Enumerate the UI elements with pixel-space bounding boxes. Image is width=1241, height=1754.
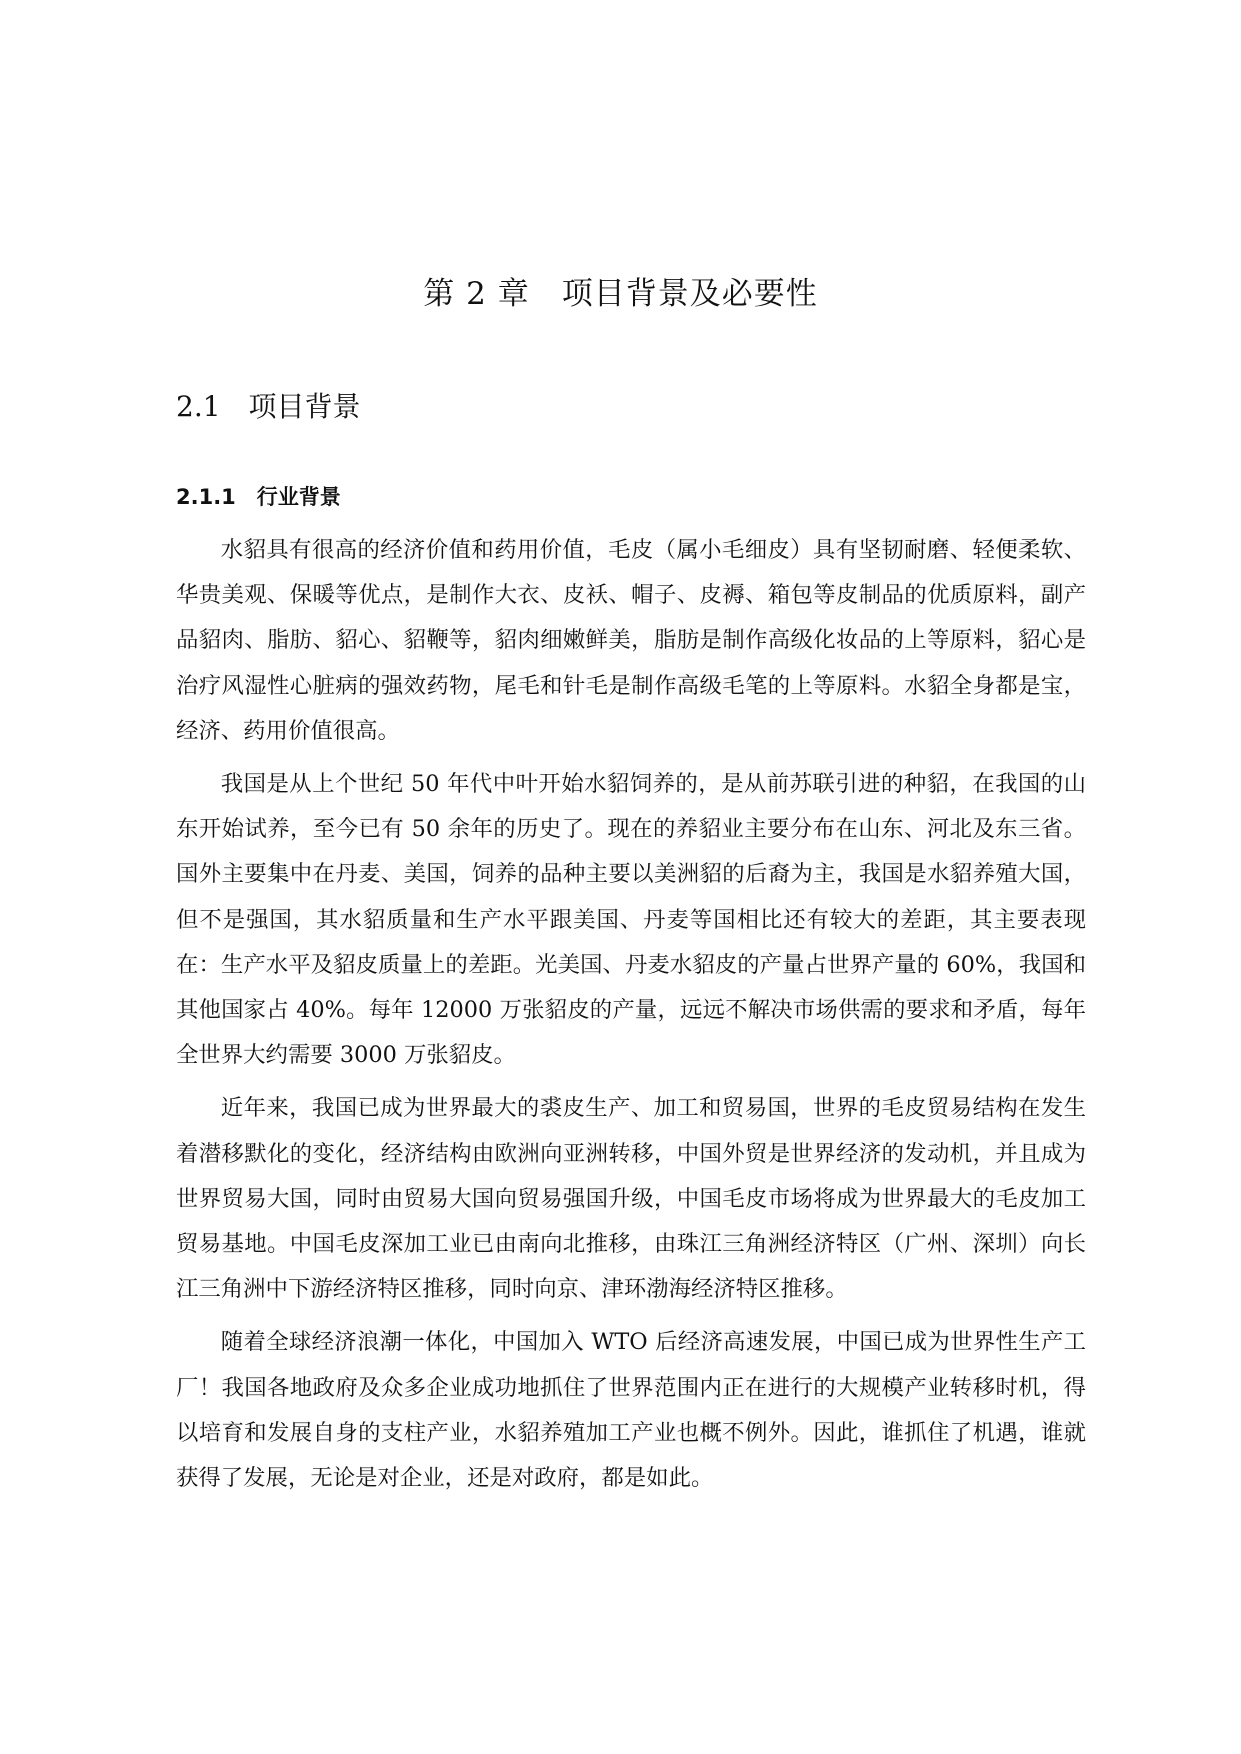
paragraph: 近年来，我国已成为世界最大的裘皮生产、加工和贸易国，世界的毛皮贸易结构在发生着潜移默化的变化，经济结构由欧洲向亚洲转移，中国外贸是世界经济的发动机，并且成为世界贸易大国，同时由贸易大国向贸易强国升级，中国毛皮市场将成为世界最大的毛皮加工贸易基地。中国毛皮深加工业已由南向北推移，由珠江三角洲经济特区（广州、深圳）向长江三角洲中下游经济特区推移，同时向京、津环渤海经济特区推移。 (176, 1095, 1086, 1303)
section-heading: 2.1 项目背景 (176, 390, 361, 423)
subsection-heading: 2.1.1 行业背景 (176, 485, 341, 509)
chapter-title: 第 2 章 项目背景及必要性 (423, 276, 818, 312)
paragraph: 随着全球经济浪潮一体化，中国加入 WTO 后经济高速发展，中国已成为世界性生产工厂！我国各地政府及众多企业成功地抓住了世界范围内正在进行的大规模产业转移时机，得以培育和发展自身的支柱产业，水貂养殖加工产业也概不例外。因此，谁抓住了机遇，谁就获得了发展，无论是对企业，还是对政府，都是如此。 (176, 1329, 1086, 1492)
paragraph: 水貂具有很高的经济价值和药用价值，毛皮（属小毛细皮）具有坚韧耐磨、轻便柔软、华贵美观、保暖等优点，是制作大衣、皮袄、帽子、皮褥、箱包等皮制品的优质原料，副产品貂肉、脂肪、貂心、貂鞭等，貂肉细嫩鲜美，脂肪是制作高级化妆品的上等原料，貂心是治疗风湿性心脏病的强效药物，尾毛和针毛是制作高级毛笔的上等原料。水貂全身都是宝，经济、药用价值很高。 (176, 537, 1086, 744)
body-text (176, 528, 1086, 1509)
paragraph: 我国是从上个世纪 50 年代中叶开始水貂饲养的，是从前苏联引进的种貂，在我国的山东开始试养，至今已有 50 余年的历史了。现在的养貂业主要分布在山东、河北及东三省。国外主要集中在丹麦、美国，饲养的品种主要以美洲貂的后裔为主，我国是水貂养殖大国，但不是强国，其水貂质量和生产水平跟美国、丹麦等国相比还有较大的差距，其主要表现在：生产水平及貂皮质量上的差距。光美国、丹麦水貂皮的产量占世界产量的 60%，我国和其他国家占 40%。每年 12000 万张貂皮的产量，远远不解决市场供需的要求和矛盾，每年全世界大约需要 3000 万张貂皮。 (176, 771, 1086, 1069)
